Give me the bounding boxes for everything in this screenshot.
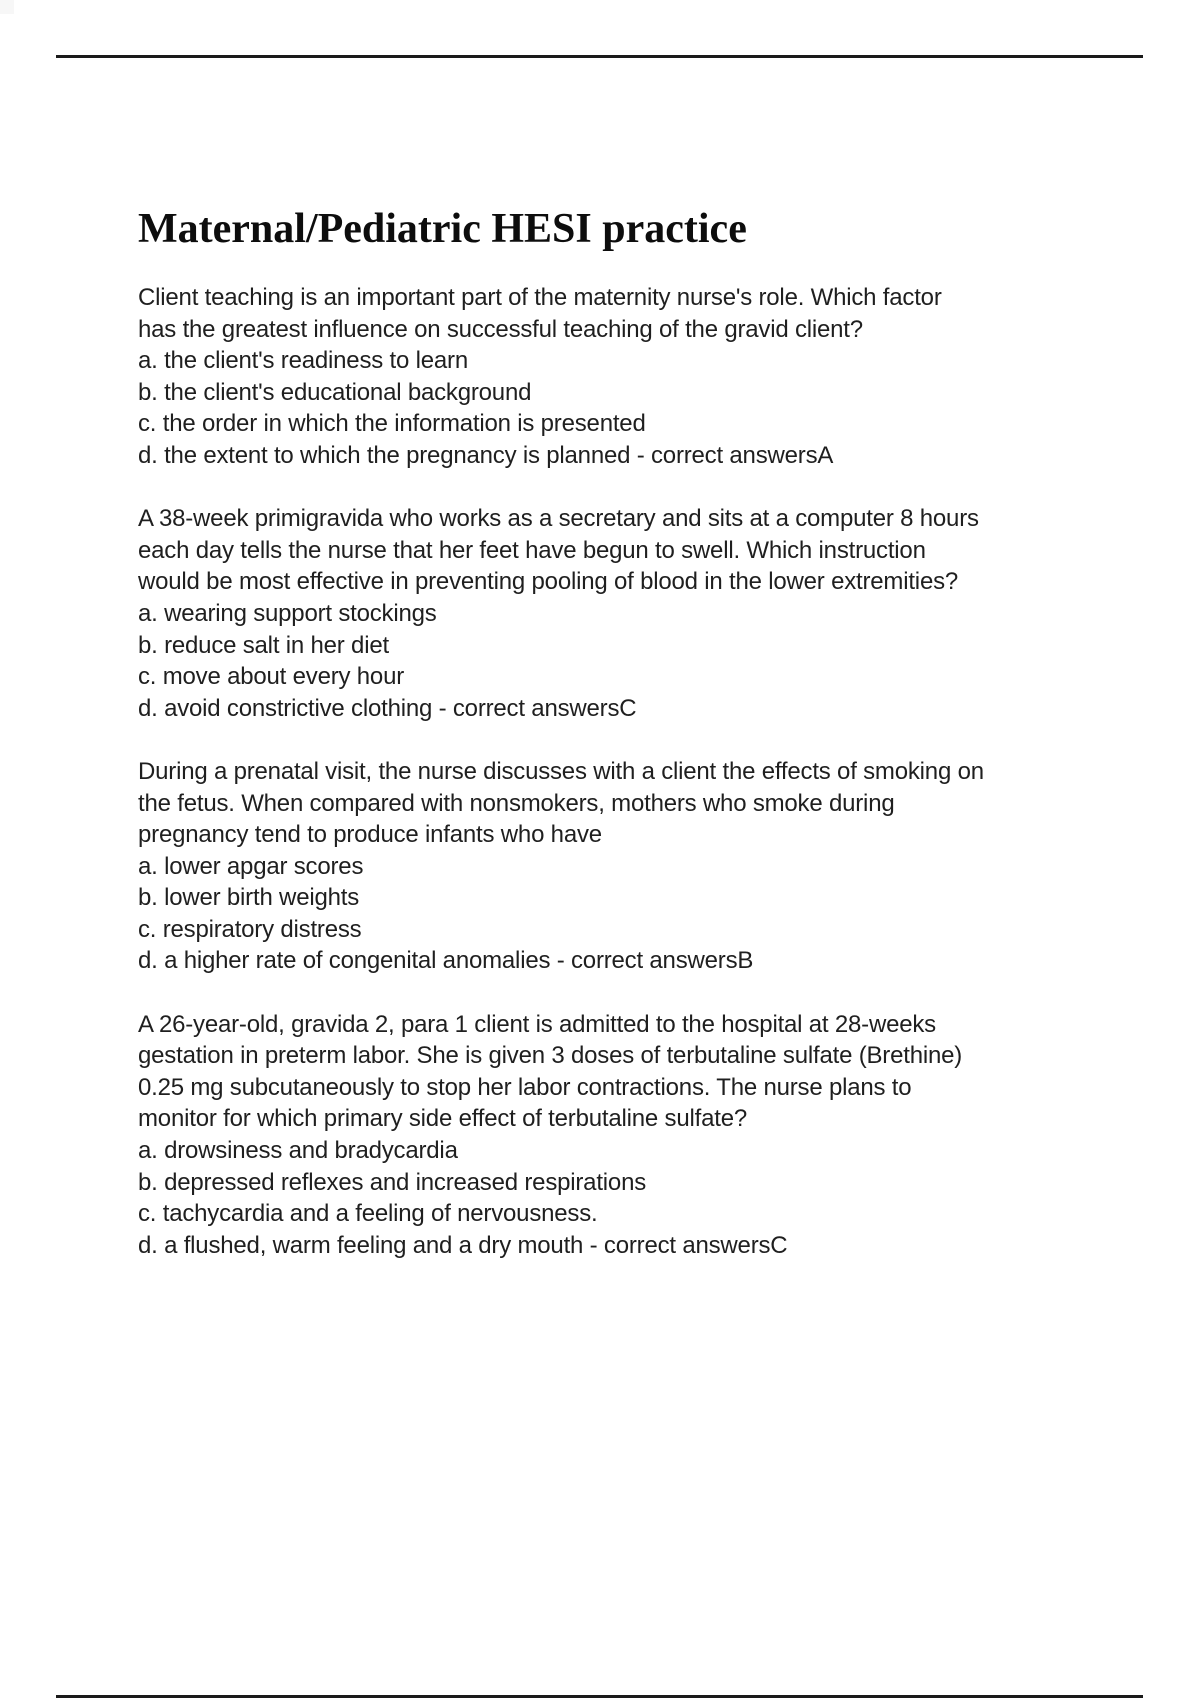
text-line: d. the extent to which the pregnancy is planned - correct answersA [138,441,834,469]
text-line: a. wearing support stockings [138,599,437,627]
text-line: has the greatest influence on successful teaching of the gravid client? [138,315,863,343]
text-line: c. tachycardia and a feeling of nervousness. [138,1200,598,1228]
text-line: a. drowsiness and bradycardia [138,1137,458,1165]
text-line: pregnancy tend to produce infants who have [138,821,602,849]
page-title: Maternal/Pediatric HESI practice [138,206,747,252]
question-block [138,756,1098,977]
text-line: A 26-year-old, gravida 2, para 1 client is admitted to the hospital at 28-weeks [138,1010,936,1038]
text-line: d. avoid constrictive clothing - correct answersC [138,694,637,722]
text-line: monitor for which primary side effect of terbutaline sulfate? [138,1105,747,1133]
text-line: b. lower birth weights [138,884,360,912]
top-rule [56,55,1143,58]
text-line: b. the client's educational background [138,378,532,406]
text-line: b. reduce salt in her diet [138,631,389,659]
text-line: b. depressed reflexes and increased respirations [138,1168,647,1196]
text-line: A 38-week primigravida who works as a secretary and sits at a computer 8 hours [138,505,979,533]
text-line: d. a higher rate of congenital anomalies - correct answersB [138,947,754,975]
text-line: each day tells the nurse that her feet have begun to swell. Which instruction [138,536,926,564]
questions [138,282,1098,1261]
text-line: c. move about every hour [138,663,405,691]
text-line: c. the order in which the information is presented [138,410,646,438]
text-line: 0.25 mg subcutaneously to stop her labor contractions. The nurse plans to [138,1073,912,1101]
bottom-rule [56,1695,1143,1698]
text-line: Client teaching is an important part of the maternity nurse's role. Which factor [138,284,942,311]
question-block [138,282,1098,472]
question-block [138,503,1098,724]
scan-corner-artifact [0,0,14,14]
question-block [138,1009,1098,1262]
text-line: d. a flushed, warm feeling and a dry mouth - correct answersC [138,1231,788,1259]
text-line: a. lower apgar scores [138,852,364,880]
text-line: c. respiratory distress [138,915,362,943]
text-line: gestation in preterm labor. She is given 3 doses of terbutaline sulfate (Brethine) [138,1042,963,1070]
text-line: would be most effective in preventing pooling of blood in the lower extremities? [138,568,959,596]
text-line: a. the client's readiness to learn [138,347,468,375]
document-page [138,203,1098,1261]
text-line: During a prenatal visit, the nurse discusses with a client the effects of smoking on [138,757,984,785]
text-line: the fetus. When compared with nonsmokers, mothers who smoke during [138,789,895,817]
